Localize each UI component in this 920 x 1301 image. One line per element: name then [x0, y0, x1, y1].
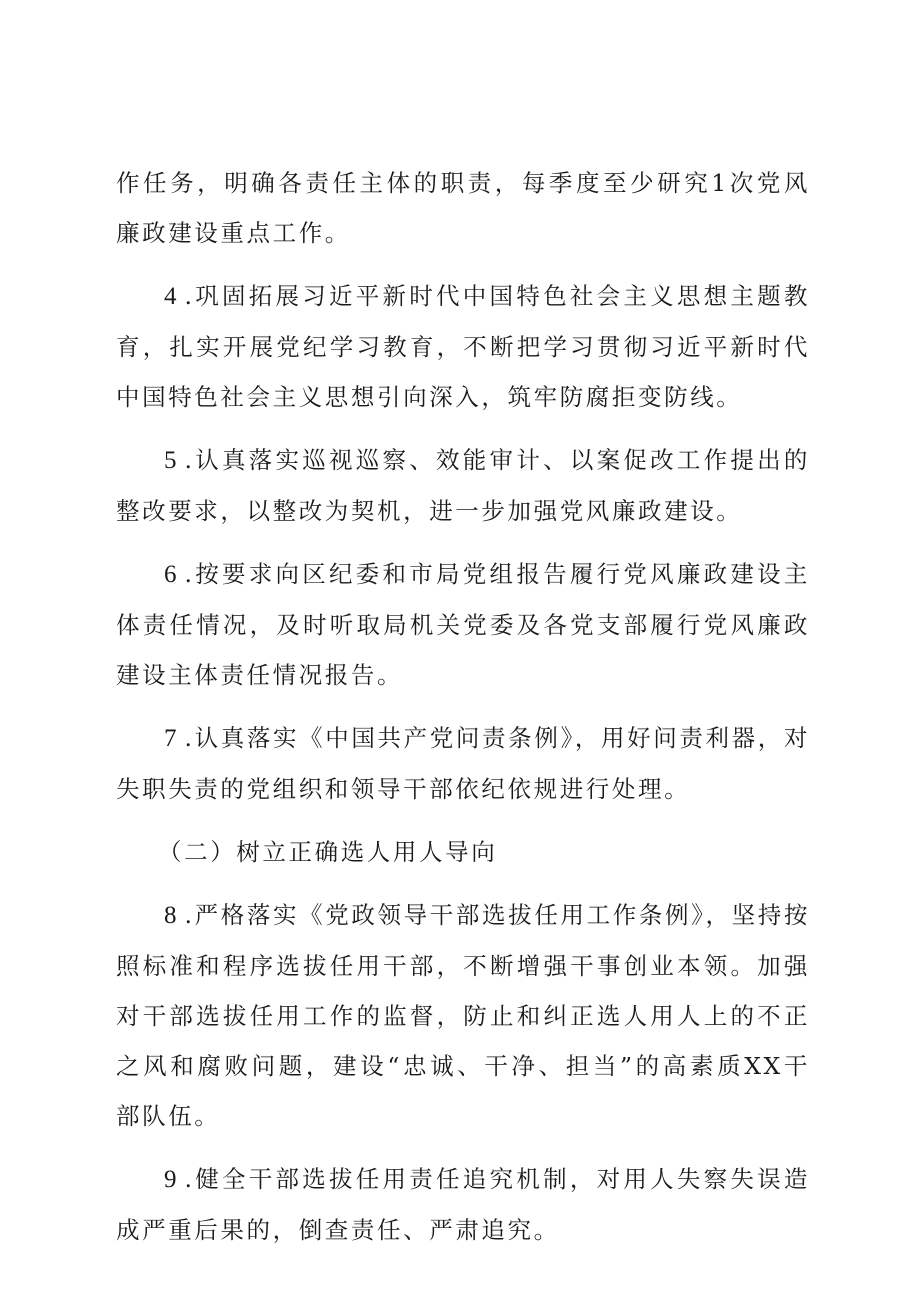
paragraph-item-7 [116, 713, 810, 814]
paragraph-text: .严格落实《党政领导干部选拔任用工作条例》，坚持按照标准和程序选拔任用干部，不断增强干事创业本领。加强对干部选拔任用工作的监督，防止和纠正选人用人上的不正之风和腐败问题，建设“忠诚、干净、担当”的高素质XX干部队伍。 [116, 901, 810, 1130]
item-number: 9 [164, 1166, 177, 1193]
paragraph-item-9 [116, 1154, 810, 1255]
item-number: 8 [164, 902, 177, 929]
paragraph-text: .按要求向区纪委和市局党组报告履行党风廉政建设主体责任情况，及时听取局机关党委及各党支部履行党风廉政建设主体责任情况报告。 [116, 560, 810, 689]
item-number: 7 [164, 725, 177, 752]
section-heading-text: （二）树立正确选人用人导向 [158, 838, 498, 866]
paragraph-item-8 [116, 890, 810, 1141]
paragraph-item-4 [116, 271, 810, 422]
paragraph-text: .认真落实《中国共产党问责条例》，用好问责利器，对失职失责的党组织和领导干部依纪依规进行处理。 [116, 724, 810, 803]
section-heading [116, 827, 810, 877]
item-number: 4 [164, 283, 177, 310]
item-number: 6 [164, 561, 177, 588]
paragraph-item-5 [116, 435, 810, 536]
paragraph-text: 作任务，明确各责任主体的职责，每季度至少研究1次党风廉政建设重点工作。 [116, 169, 810, 247]
paragraph-item-6 [116, 549, 810, 700]
paragraph-continuation [116, 158, 810, 258]
paragraph-text: .健全干部选拔任用责任追究机制，对用人失察失误造成严重后果的，倒查责任、严肃追究。 [116, 1165, 810, 1244]
paragraph-text: .巩固拓展习近平新时代中国特色社会主义思想主题教育，扎实开展党纪学习教育，不断把学习贯彻习近平新时代中国特色社会主义思想引向深入，筑牢防腐拒变防线。 [116, 282, 810, 411]
item-number: 5 [164, 447, 177, 474]
paragraph-text: .认真落实巡视巡察、效能审计、以案促改工作提出的整改要求，以整改为契机，进一步加强党风廉政建设。 [116, 446, 810, 525]
